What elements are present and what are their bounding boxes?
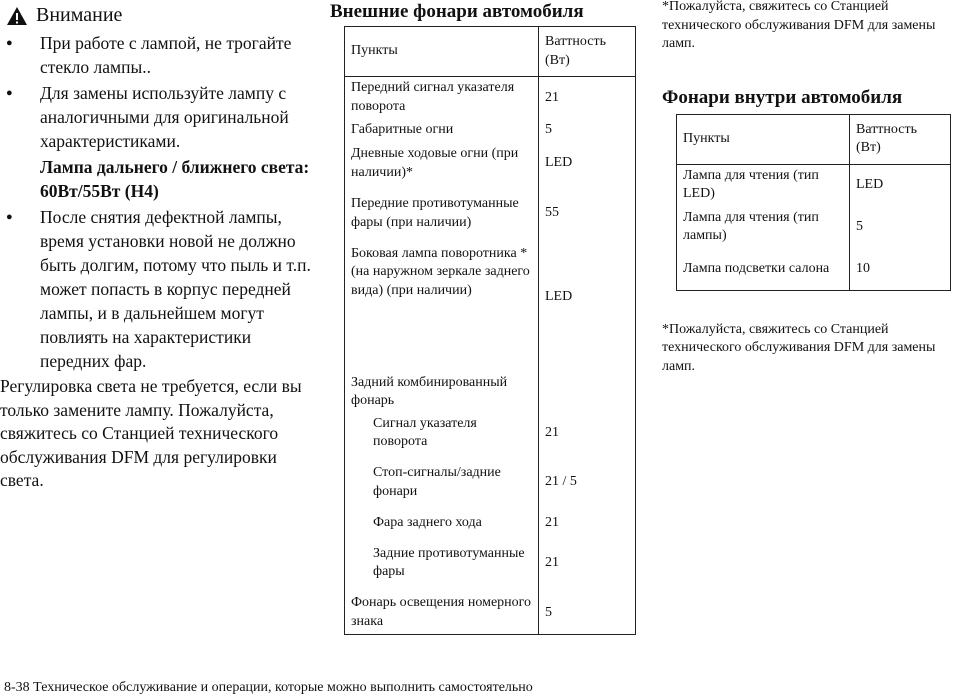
watt-cell: 21 [539, 77, 636, 119]
left-column [0, 0, 315, 493]
warning-heading [6, 4, 315, 27]
watt-cell: 55 [539, 185, 636, 243]
table-row [345, 77, 636, 119]
header-watt: Ваттность (Вт) [850, 114, 951, 164]
item-cell: Сигнал указателя поворота [345, 413, 539, 454]
table-row [677, 206, 951, 248]
table-header [345, 27, 636, 77]
table-row [345, 119, 636, 143]
table-row [345, 353, 636, 413]
table-row [345, 592, 636, 634]
list-item: ● Для замены используйте лампу с аналогичными для оригинальной характеристиками. [0, 81, 315, 153]
list-item: ● После снятия дефектной лампы, время установки новой не должно быть долгим, потому что пыль и т.п. может попасть в корпус передней лампы, и в дальнейшем могут повлиять на характеристики передних фар. [0, 205, 315, 373]
watt-cell: LED [539, 143, 636, 185]
item-cell: Передний сигнал указателя поворота [345, 77, 539, 119]
item-cell: Лампа подсветки салона [677, 248, 850, 290]
item-cell: Передние противотуманные фары (при наличии) [345, 185, 539, 243]
exterior-title: Внешние фонари автомобиля [330, 1, 584, 22]
bulb-spec-note: Лампа дальнего / ближнего света: 60Вт/55Вт (Н4) [40, 157, 310, 201]
watt-cell: 21 [539, 534, 636, 592]
list-item: ● При работе с лампой, не трогайте стекло лампы.. [0, 31, 315, 79]
item-cell: Фара заднего хода [345, 512, 539, 535]
exterior-section [330, 0, 625, 635]
warning-list-1 [0, 31, 315, 153]
service-note-bottom: *Пожалуйста, свяжитесь со Станцией технического обслуживания DFM для замены ламп. [662, 321, 936, 374]
table-row [345, 534, 636, 592]
interior-title: Фонари внутри автомобиля [662, 86, 903, 108]
item-cell: Стоп-сигналы/задние фонари [345, 454, 539, 512]
footer-text: Техническое обслуживание и операции, которые можно выполнить самостоятельно [33, 680, 533, 695]
item-cell: Фонарь освещения номерного знака [345, 592, 539, 634]
interior-section [662, 0, 955, 376]
item-cell: Задние противотуманные фары [345, 534, 539, 592]
page-number: 8-38 [4, 680, 30, 695]
item-cell: Дневные ходовые огни (при наличии)* [345, 143, 539, 185]
header-watt: Ваттность (Вт) [539, 27, 636, 77]
table-row [345, 185, 636, 243]
table-row [345, 143, 636, 185]
item-cell: Лампа для чтения (тип LED) [677, 164, 850, 206]
table-row [345, 413, 636, 454]
watt-cell [539, 353, 636, 413]
table-row [345, 454, 636, 512]
watt-cell: 21 [539, 413, 636, 454]
warning-triangle-icon [6, 6, 28, 26]
item-cell: Задний комбинированный фонарь [345, 353, 539, 413]
item-cell: Боковая лампа поворотника * (на наружном зеркале заднего вида) (при наличии) [345, 243, 539, 353]
warning-title: Внимание [36, 4, 123, 26]
table-header [677, 114, 951, 164]
item-cell: Габаритные огни [345, 119, 539, 143]
watt-cell: LED [850, 164, 951, 206]
watt-cell: 21 / 5 [539, 454, 636, 512]
service-note-top: *Пожалуйста, свяжитесь со Станцией технического обслуживания DFM для замены ламп. [662, 0, 936, 51]
watt-cell: 5 [539, 119, 636, 143]
header-items: Пункты [345, 27, 539, 77]
table-row [345, 512, 636, 535]
adjustment-paragraph: Регулировка света не требуется, если вы только замените лампу. Пожалуйста, свяжитесь со Станцией технического обслуживания DFM для регулировки света. [0, 376, 302, 490]
header-items: Пункты [677, 114, 850, 164]
watt-cell: 10 [850, 248, 951, 290]
exterior-table [344, 26, 636, 635]
watt-cell: 21 [539, 512, 636, 535]
watt-cell: 5 [539, 592, 636, 634]
page-footer [4, 680, 533, 696]
table-row [345, 243, 636, 353]
watt-cell: 5 [850, 206, 951, 248]
warning-list-2 [0, 205, 315, 373]
table-row [677, 248, 951, 290]
table-row [677, 164, 951, 206]
item-cell: Лампа для чтения (тип лампы) [677, 206, 850, 248]
interior-table [676, 114, 951, 291]
watt-cell: LED [539, 243, 636, 353]
